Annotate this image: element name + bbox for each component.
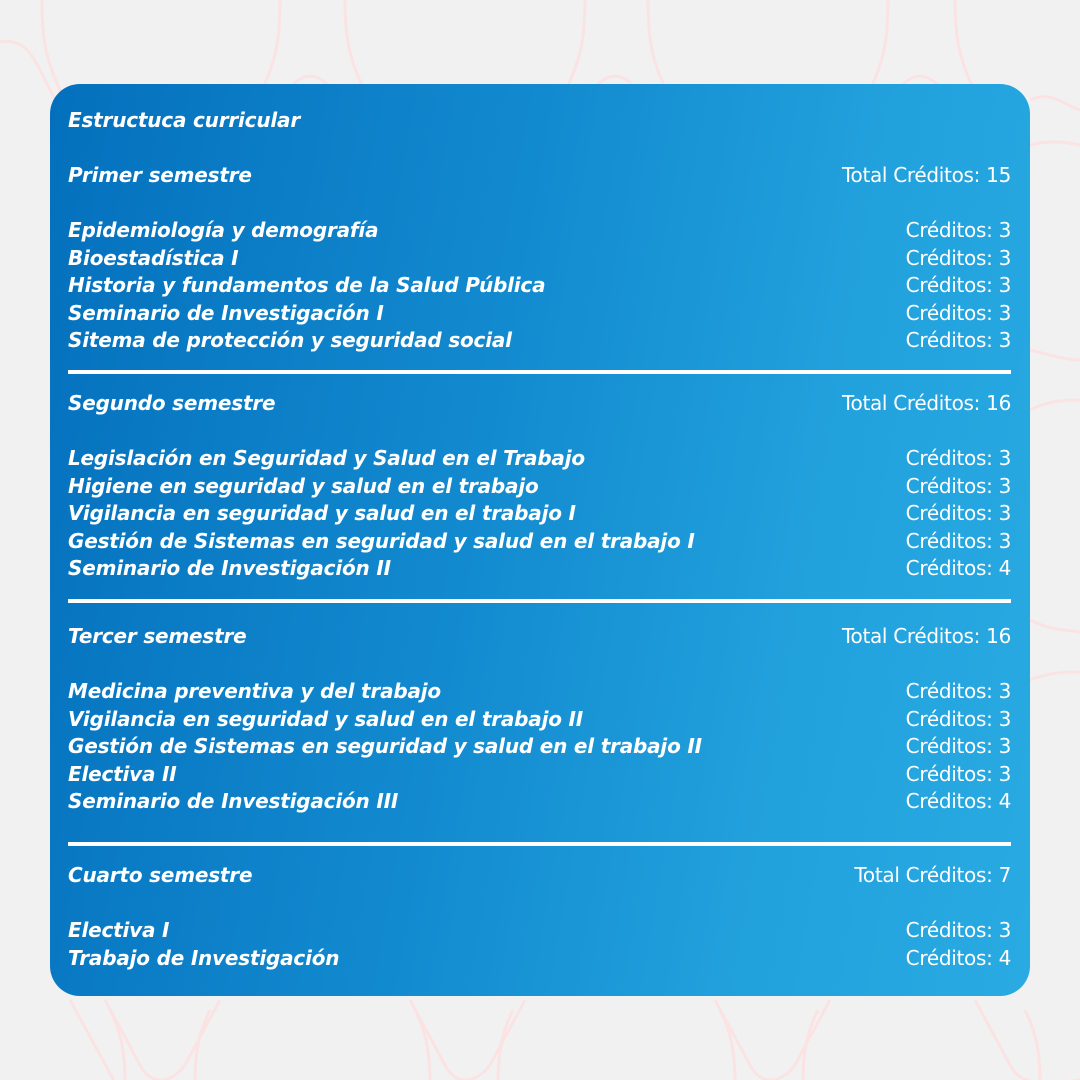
- semester-2: [68, 391, 1011, 580]
- course-name: Vigilancia en seguridad y salud en el trabajo II: [68, 706, 584, 731]
- course-row: [68, 446, 1011, 474]
- course-row: [68, 946, 1011, 974]
- course-credits: Créditos: 4: [905, 789, 1011, 813]
- semester-total-credits: Total Créditos: 16: [841, 624, 1011, 648]
- course-name: Higiene en seguridad y salud en el trabajo: [68, 473, 539, 498]
- semester-4: [68, 863, 1011, 970]
- course-row: [68, 556, 1011, 584]
- course-credits: Créditos: 3: [905, 218, 1011, 242]
- page-title: Estructuca curricular: [68, 108, 300, 132]
- course-name: Medicina preventiva y del trabajo: [68, 679, 441, 703]
- course-name: Seminario de Investigación I: [68, 300, 384, 325]
- course-name: Electiva I: [68, 918, 170, 942]
- course-row: [68, 273, 1011, 301]
- course-credits: Créditos: 3: [905, 528, 1011, 553]
- course-row: [68, 301, 1011, 329]
- course-name: Epidemiología y demografía: [68, 218, 379, 242]
- course-row: [68, 707, 1011, 735]
- course-credits: Créditos: 3: [905, 273, 1011, 297]
- course-row: [68, 529, 1011, 557]
- semester-total-credits: Total Créditos: 15: [841, 163, 1011, 187]
- course-row: [68, 734, 1011, 762]
- course-credits: Créditos: 4: [905, 556, 1011, 580]
- course-row: [68, 328, 1011, 356]
- course-credits: Créditos: 3: [905, 706, 1011, 731]
- course-row: [68, 501, 1011, 529]
- course-row: [68, 474, 1011, 502]
- course-name: Sitema de protección y seguridad social: [68, 328, 512, 352]
- section-divider: [68, 599, 1011, 603]
- course-row: [68, 789, 1011, 817]
- course-name: Seminario de Investigación III: [68, 789, 399, 813]
- course-credits: Créditos: 3: [905, 918, 1011, 942]
- course-credits: Créditos: 3: [905, 679, 1011, 703]
- semester-3: [68, 624, 1011, 813]
- semester-1: [68, 163, 1011, 352]
- course-credits: Créditos: 3: [905, 300, 1011, 325]
- course-name: Gestión de Sistemas en seguridad y salud en el trabajo I: [68, 528, 695, 553]
- course-credits: Créditos: 3: [905, 501, 1011, 525]
- semester-name: Tercer semestre: [68, 624, 247, 648]
- course-row: [68, 218, 1011, 246]
- semester-total-credits: Total Créditos: 16: [841, 391, 1011, 415]
- semester-name: Cuarto semestre: [68, 863, 253, 887]
- course-name: Seminario de Investigación II: [68, 556, 391, 580]
- semester-name: Primer semestre: [68, 163, 252, 187]
- course-name: Historia y fundamentos de la Salud Pública: [68, 273, 546, 297]
- course-credits: Créditos: 3: [905, 473, 1011, 498]
- course-row: [68, 762, 1011, 790]
- section-divider: [68, 370, 1011, 374]
- course-row: [68, 679, 1011, 707]
- course-name: Vigilancia en seguridad y salud en el trabajo I: [68, 501, 576, 525]
- course-name: Bioestadística I: [68, 245, 239, 270]
- course-credits: Créditos: 4: [905, 945, 1011, 970]
- course-credits: Créditos: 3: [905, 245, 1011, 270]
- course-name: Legislación en Seguridad y Salud en el Trabajo: [68, 446, 585, 470]
- course-name: Trabajo de Investigación: [68, 945, 340, 970]
- semester-name: Segundo semestre: [68, 391, 276, 415]
- course-row: [68, 246, 1011, 274]
- course-row: [68, 918, 1011, 946]
- course-credits: Créditos: 3: [905, 328, 1011, 352]
- course-name: Electiva II: [68, 761, 177, 786]
- course-name: Gestión de Sistemas en seguridad y salud en el trabajo II: [68, 734, 702, 758]
- section-divider: [68, 842, 1011, 846]
- course-credits: Créditos: 3: [905, 446, 1011, 470]
- course-credits: Créditos: 3: [905, 734, 1011, 758]
- curriculum-card: [50, 84, 1030, 996]
- course-credits: Créditos: 3: [905, 761, 1011, 786]
- semester-total-credits: Total Créditos: 7: [854, 863, 1011, 887]
